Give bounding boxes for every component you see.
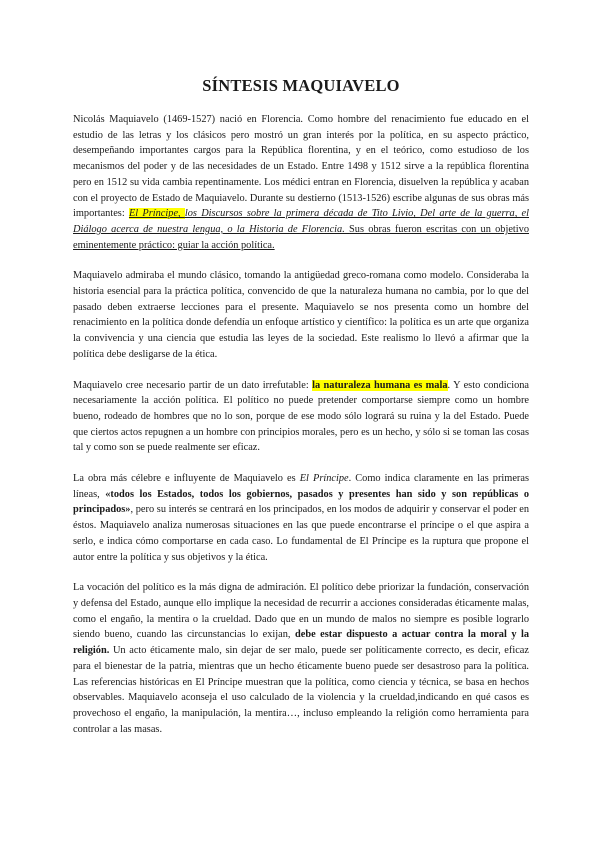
el-principe-intro: La obra más célebre e influyente de Maquiavelo es <box>73 473 300 485</box>
quote-states-governments: «todos los Estados, todos los gobiernos, pasados y presentes han sido y son repúblicas o principados» <box>73 488 529 516</box>
paragraph-political-vocation <box>73 580 529 737</box>
el-principe-title: El Príncipe <box>299 473 349 485</box>
paragraph-human-nature <box>73 378 529 457</box>
works-purpose-underlined: Sus obras fueron escritas con un objetivo eminentemente práctico: guiar la acción política. <box>73 223 530 251</box>
vocation-text-2: Un acto éticamente malo, sin dejar de ser malo, puede ser políticamente correcto, es decir, eficaz para el bienestar de la patria, mientras que un hecho éticamente bueno puede ser desastroso para la política. Las referencias históricas en El Príncipe muestran que la política, como ciencia y técnica, se basa en hechos observables. Maquiavelo aconseja el uso calculado de la violencia y la crueldad,indicando en qué casos es provechoso el engaño, la manipulación, la mentira…, incluso empleando la religión como herramienta para controlar a las masas. <box>73 645 529 735</box>
el-principe-text-2: , pero su interés se centrará en los principados, en los modos de adquirir y conservar el poder en éstos. Maquiavelo analiza numerosas situaciones en las que puede encontrarse el príncipe o el que aspira a serlo, e indica cómo comportarse en cada caso. Lo fundamental de El Príncipe es la ruptura que propone el autor entre la política y sus objetivos y la ética. <box>73 504 529 563</box>
el-principe-text-1: . Como indica claramente en las primeras líneas, <box>73 473 529 500</box>
work-title-el-principe: El Príncipe <box>128 208 179 220</box>
paragraph-el-principe <box>73 471 529 565</box>
vocation-text-1: La vocación del político es la más digna de admiración. El político debe priorizar la fundación, conservación y defensa del Estado, aunque ello implique la necesidad de recurrir a acciones consideradas éticamente malas, como el engaño, la mentira o la crueldad. Dado que en un mundo de malos no siempre es posible lograrlo siendo bueno, cuando las circunstancias lo exijan, <box>73 582 529 641</box>
human-nature-text: . Y esto condiciona necesariamente la acción política. El político no puede pretender comportarse siempre como un hombre bueno, rodeado de hombres que no lo son, porque de ese modo sólo logrará su ruina y la del Estado. Puede que ciertos actos repugnen a un hombre con principios morales, pero es un hecho, y sólo si se toman las cosas tal y como son se puede realmente ser eficaz. <box>73 379 530 454</box>
highlighted-work-el-principe <box>129 208 185 219</box>
human-nature-intro: Maquiavelo cree necesario partir de un dato irrefutable: <box>73 379 313 391</box>
works-separator: , <box>178 208 185 220</box>
works-list-text: los Discursos sobre la primera década de Tito Livio, Del arte de la guerra, el Diálogo acerca de nuestra lengua, o la Historia de Florencia. <box>73 208 530 235</box>
page-title: SÍNTESIS MAQUIAVELO <box>202 76 400 95</box>
biography-text: Nicolás Maquiavelo (1469-1527) nació en Florencia. Como hombre del renacimiento fue educado en el estudio de las letras y los clásicos pero mostró un gran interés por la política, en su aspecto práctico, desempeñando importantes cargos para la República florentina, y en el teórico, como estudioso de los mecanismos del poder y de las necesidades de un Estado. Entre 1498 y 1512 sirve a la república florentina pero en 1512 su vida cambia repentinamente. Los médici entran en Florencia, disuelven la república y acaban con el proyecto de Estado de Maquiavelo. Durante su destierno (1513-1526) escribe algunas de sus obras más importantes: <box>73 114 529 220</box>
paragraph-classical-world: Maquiavelo admiraba el mundo clásico, tomando la antigüedad greco-romana como modelo. Consideraba la historia esencial para la práctica política, convencido de que la naturaleza humana no cambia, por lo que del pasado deben extraerse lecciones para el presente. Maquiavelo se nos presenta como un hombre del renacimiento en la política donde defendía un enfoque artístico y científico: la política es un arte que organiza la convivencia y una ciencia que estudia las leyes de la sociedad. Este realismo lo llevó a afirmar que la política debe desligarse de la ética. <box>73 270 529 360</box>
paragraph-biography <box>73 112 529 253</box>
highlight-human-nature: la naturaleza humana es mala <box>312 379 448 391</box>
bold-act-against-morals: debe estar dispuesto a actuar contra la moral y la religión. <box>73 629 530 657</box>
